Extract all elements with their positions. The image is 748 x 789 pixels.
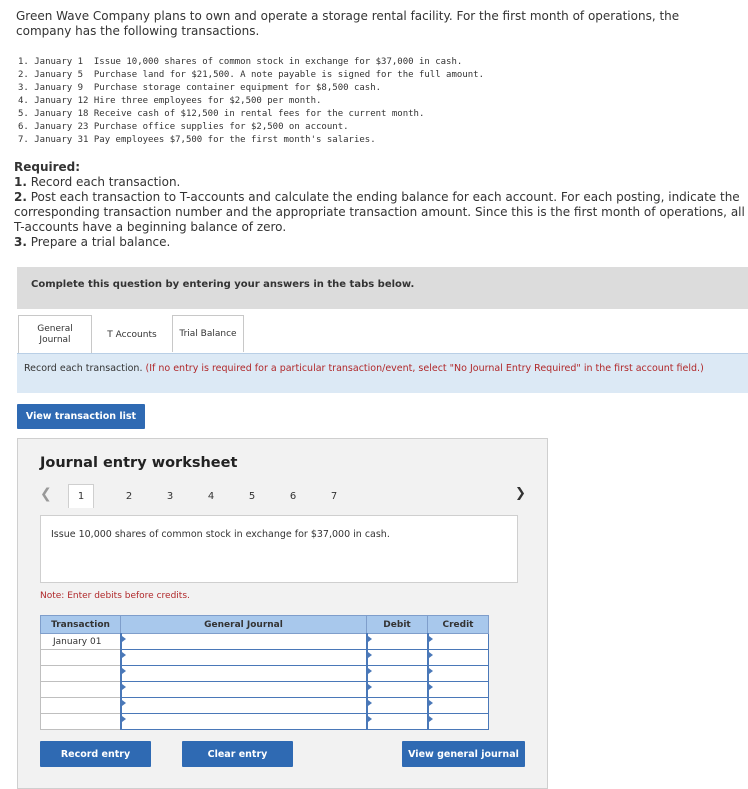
transaction-cell: January 01 bbox=[41, 634, 121, 650]
instruction-text: Record each transaction. (If no entry is required for a particular transaction/event, select "No Journal Entry Required" in the first account field.) bbox=[24, 363, 704, 374]
tab-trial-balance[interactable]: Trial Balance bbox=[172, 315, 244, 352]
view-transaction-list-button[interactable]: View transaction list bbox=[17, 404, 145, 429]
transaction-cell bbox=[41, 682, 121, 698]
transaction-list bbox=[18, 56, 484, 147]
journal-entry-worksheet bbox=[17, 438, 548, 789]
page-5[interactable]: 5 bbox=[248, 490, 256, 502]
transaction-item: 1. January 1 Issue 10,000 shares of common stock in exchange for $37,000 in cash. bbox=[18, 57, 463, 67]
transaction-item: 4. January 12 Hire three employees for $2,500 per month. bbox=[18, 96, 322, 106]
table-row bbox=[41, 634, 489, 650]
debit-input[interactable] bbox=[367, 634, 428, 650]
table-row bbox=[41, 650, 489, 666]
required-heading: Required: bbox=[14, 160, 81, 174]
table-row bbox=[41, 714, 489, 730]
chevron-right-icon[interactable]: ❯ bbox=[515, 486, 526, 501]
account-input[interactable] bbox=[121, 714, 367, 730]
debit-input[interactable] bbox=[367, 666, 428, 682]
account-input[interactable] bbox=[121, 666, 367, 682]
table-row bbox=[41, 698, 489, 714]
worksheet-pager bbox=[40, 484, 526, 508]
header-debit: Debit bbox=[367, 616, 428, 634]
complete-question-bar bbox=[17, 267, 748, 309]
debit-input[interactable] bbox=[367, 698, 428, 714]
worksheet-title: Journal entry worksheet bbox=[40, 455, 238, 471]
required-item-2: 2. Post each transaction to T-accounts and calculate the ending balance for each account. For each posting, indicate the corresponding transaction number and the appropriate transaction amount. Since this is the first month of operations, all T-accounts have a beginning balance of zero. bbox=[14, 190, 745, 234]
page-2[interactable]: 2 bbox=[125, 490, 133, 502]
header-credit: Credit bbox=[428, 616, 489, 634]
complete-question-text: Complete this question by entering your answers in the tabs below. bbox=[31, 279, 415, 290]
account-input[interactable] bbox=[121, 698, 367, 714]
chevron-left-icon[interactable]: ❮ bbox=[40, 486, 52, 502]
transaction-item: 7. January 31 Pay employees $7,500 for the first month's salaries. bbox=[18, 135, 376, 145]
transaction-cell bbox=[41, 714, 121, 730]
transaction-cell bbox=[41, 650, 121, 666]
debit-input[interactable] bbox=[367, 714, 428, 730]
journal-table bbox=[40, 615, 489, 730]
credit-input[interactable] bbox=[428, 682, 489, 698]
required-item-3: 3. Prepare a trial balance. bbox=[14, 235, 171, 249]
clear-entry-button[interactable]: Clear entry bbox=[182, 741, 293, 767]
page-3[interactable]: 3 bbox=[166, 490, 174, 502]
account-input[interactable] bbox=[121, 682, 367, 698]
worksheet-note: Note: Enter debits before credits. bbox=[40, 591, 190, 601]
transaction-item: 6. January 23 Purchase office supplies for $2,500 on account. bbox=[18, 122, 349, 132]
required-item-1: 1. Record each transaction. bbox=[14, 175, 181, 189]
answer-tabs bbox=[18, 315, 248, 354]
instruction-note: (If no entry is required for a particular transaction/event, select "No Journal Entry Required" in the first account field.) bbox=[145, 363, 704, 374]
page-1[interactable]: 1 bbox=[68, 484, 94, 508]
debit-input[interactable] bbox=[367, 650, 428, 666]
view-general-journal-button[interactable]: View general journal bbox=[402, 741, 525, 767]
transaction-cell bbox=[41, 666, 121, 682]
transaction-item: 2. January 5 Purchase land for $21,500. A note payable is signed for the full amount. bbox=[18, 70, 484, 80]
debit-input[interactable] bbox=[367, 682, 428, 698]
journal-table-header bbox=[41, 616, 489, 634]
account-input[interactable] bbox=[121, 650, 367, 666]
tab-t-accounts[interactable]: T Accounts bbox=[96, 315, 168, 354]
transaction-description-box bbox=[40, 515, 518, 583]
page-4[interactable]: 4 bbox=[207, 490, 215, 502]
credit-input[interactable] bbox=[428, 634, 489, 650]
header-transaction: Transaction bbox=[41, 616, 121, 634]
credit-input[interactable] bbox=[428, 714, 489, 730]
credit-input[interactable] bbox=[428, 698, 489, 714]
account-input[interactable] bbox=[121, 634, 367, 650]
page-6[interactable]: 6 bbox=[289, 490, 297, 502]
page-7[interactable]: 7 bbox=[330, 490, 338, 502]
transaction-item: 3. January 9 Purchase storage container equipment for $8,500 cash. bbox=[18, 83, 382, 93]
problem-intro: Green Wave Company plans to own and operate a storage rental facility. For the first month of operations, the company has the following transactions. bbox=[16, 9, 680, 38]
transaction-cell bbox=[41, 698, 121, 714]
record-entry-button[interactable]: Record entry bbox=[40, 741, 151, 767]
table-row bbox=[41, 666, 489, 682]
credit-input[interactable] bbox=[428, 650, 489, 666]
credit-input[interactable] bbox=[428, 666, 489, 682]
header-general-journal: General Journal bbox=[121, 616, 367, 634]
instruction-bar bbox=[17, 353, 748, 393]
tab-general-journal[interactable]: General Journal bbox=[18, 315, 92, 354]
transaction-item: 5. January 18 Receive cash of $12,500 in rental fees for the current month. bbox=[18, 109, 425, 119]
table-row bbox=[41, 682, 489, 698]
transaction-description: Issue 10,000 shares of common stock in exchange for $37,000 in cash. bbox=[51, 529, 390, 540]
required-section bbox=[14, 160, 748, 250]
